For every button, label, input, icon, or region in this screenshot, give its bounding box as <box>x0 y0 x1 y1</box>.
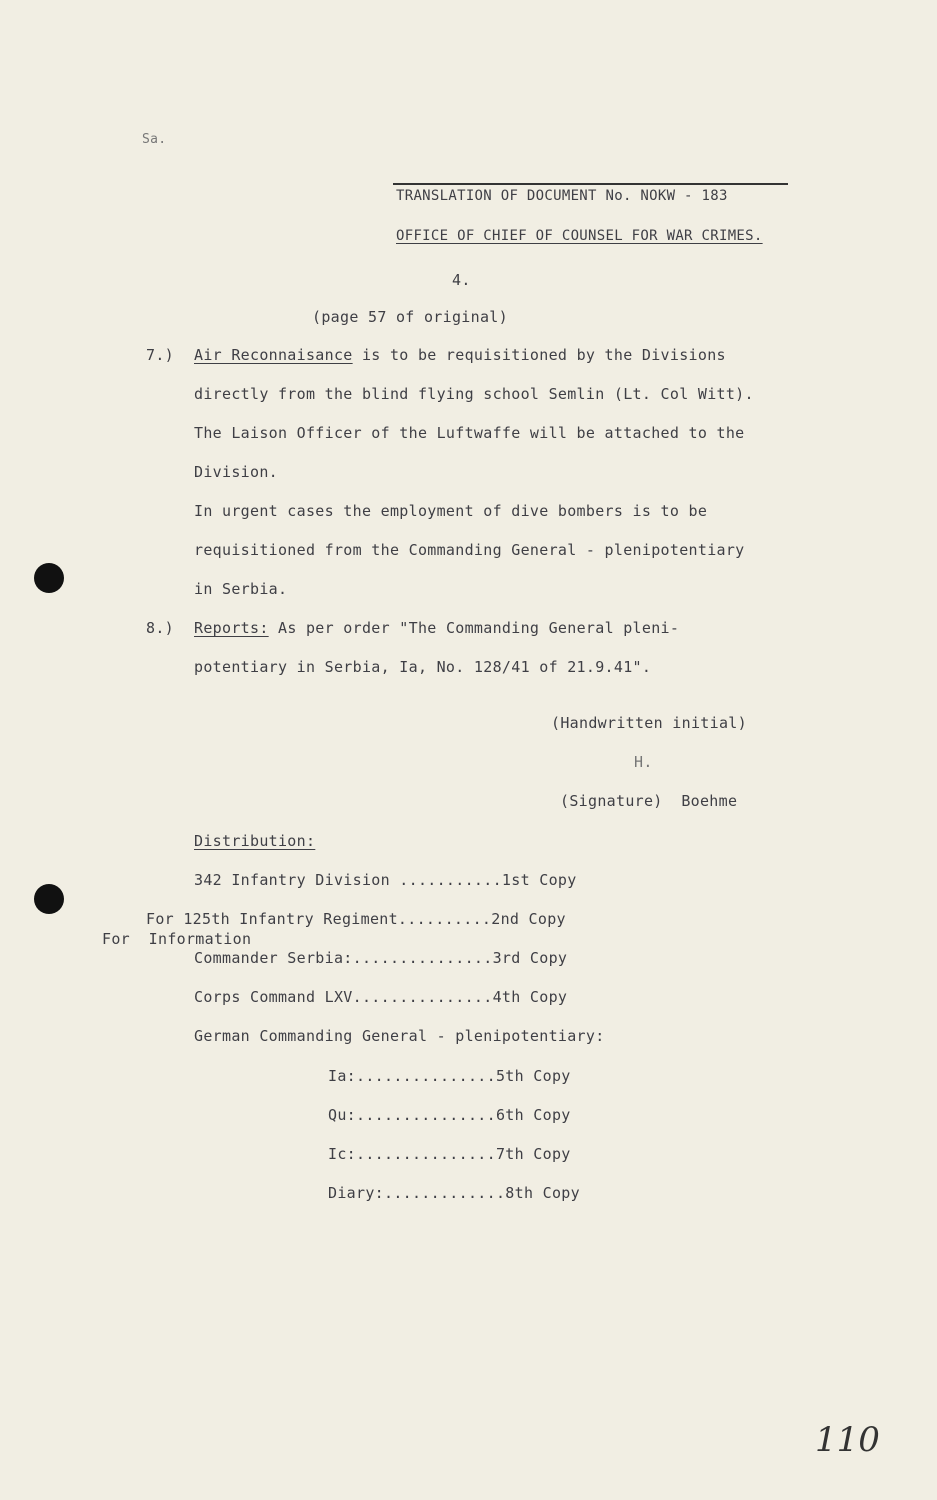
distribution-row: Ic:...............7th Copy <box>328 1145 571 1163</box>
archive-page-number: 110 <box>815 1420 880 1460</box>
distribution-row: For 125th Infantry Regiment..........2nd Copy <box>146 910 566 928</box>
item-8-line-1 <box>194 619 679 637</box>
punch-hole-top <box>34 563 64 593</box>
item-7-line-6: requisitioned from the Commanding General - plenipotentiary <box>194 541 745 559</box>
signature-label: (Signature) <box>560 792 663 810</box>
item-8-number: 8.) <box>146 619 174 637</box>
for-information-label: For Information <box>102 930 252 948</box>
corner-mark: Sa. <box>142 132 167 147</box>
item-7-line-7: in Serbia. <box>194 580 288 598</box>
item-7-line-5: In urgent cases the employment of dive bombers is to be <box>194 502 708 520</box>
distribution-row: 342 Infantry Division ...........1st Copy <box>194 871 577 889</box>
distribution-row: Commander Serbia:...............3rd Copy <box>194 949 568 967</box>
distribution-row: Ia:...............5th Copy <box>328 1067 571 1085</box>
item-7-line-4: Division. <box>194 463 278 481</box>
document-title: TRANSLATION OF DOCUMENT No. NOKW - 183 <box>396 188 728 204</box>
item-7-heading: Air Reconnaisance <box>194 346 353 364</box>
signature-line <box>560 792 737 810</box>
distribution-row: Diary:.............8th Copy <box>328 1184 580 1202</box>
item-7-number: 7.) <box>146 346 174 364</box>
distribution-heading: Distribution: <box>194 832 316 850</box>
item-7-line-2: directly from the blind flying school Semlin (Lt. Col Witt). <box>194 385 754 403</box>
handwritten-note: (Handwritten initial) <box>551 714 747 732</box>
item-7-line-3: The Laison Officer of the Luftwaffe will be attached to the <box>194 424 745 442</box>
item-7-line-1-text: is to be requisitioned by the Divisions <box>352 346 726 364</box>
page-number: 4. <box>452 271 471 289</box>
distribution-row: Corps Command LXV...............4th Copy <box>194 988 568 1006</box>
page-reference: (page 57 of original) <box>312 308 508 326</box>
distribution-row: Qu:...............6th Copy <box>328 1106 571 1124</box>
header-rule <box>393 183 788 185</box>
item-7-line-1 <box>194 346 726 364</box>
distribution-row: German Commanding General - plenipotentiary: <box>194 1027 605 1045</box>
punch-hole-bottom <box>34 884 64 914</box>
item-8-heading: Reports: <box>194 619 269 637</box>
handwritten-initial: H. <box>634 753 653 771</box>
office-title: OFFICE OF CHIEF OF COUNSEL FOR WAR CRIMES. <box>396 228 763 244</box>
item-8-line-2: potentiary in Serbia, Ia, No. 128/41 of 21.9.41". <box>194 658 652 676</box>
item-8-line-1-text: As per order "The Commanding General pleni- <box>268 619 680 637</box>
signer-name: Boehme <box>681 792 738 810</box>
